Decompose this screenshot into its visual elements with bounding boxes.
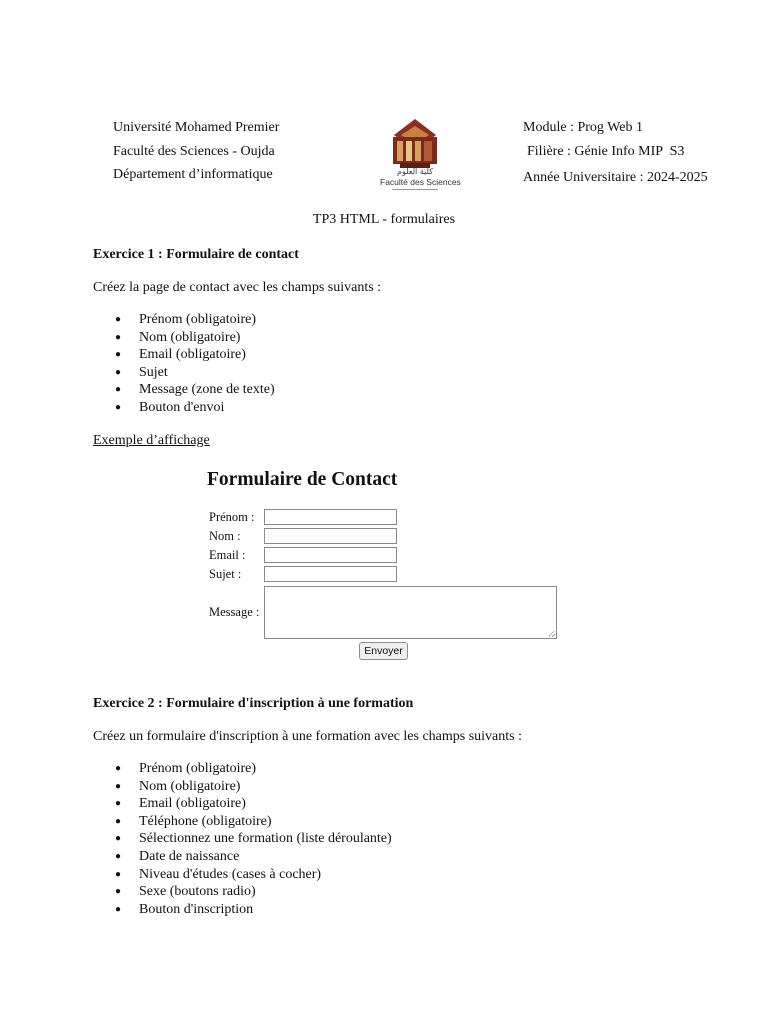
list-item: ● Date de naissance [93, 848, 392, 866]
exercise-1-list [93, 311, 275, 417]
list-item: ● Prénom (obligatoire) [93, 311, 275, 329]
form-label-message: Message : [209, 605, 260, 619]
list-item: ● Prénom (obligatoire) [93, 760, 392, 778]
form-input-nom [264, 528, 397, 544]
logo-caption-underline [392, 189, 438, 190]
list-item: ● Sexe (boutons radio) [93, 883, 392, 901]
exercise-1-heading: Exercice 1 : Formulaire de contact [93, 247, 299, 262]
faculty-logo [380, 117, 461, 195]
form-textarea-message [264, 586, 557, 639]
header-module: Module : Prog Web 1 [523, 120, 643, 135]
header-filiere: Filière : Génie Info MIP S3 [527, 144, 685, 159]
header-department: Département d’informatique [113, 167, 273, 182]
exercise-2-heading: Exercice 2 : Formulaire d'inscription à une formation [93, 696, 414, 711]
example-contact-form-figure [200, 465, 570, 670]
resize-grip-icon [549, 631, 555, 637]
header-year: Année Universitaire : 2024-2025 [523, 170, 708, 185]
list-item: ● Sélectionnez une formation (liste déroulante) [93, 830, 392, 848]
list-item: ● Niveau d'études (cases à cocher) [93, 866, 392, 884]
form-submit-button: Envoyer [359, 642, 408, 660]
form-label-sujet: Sujet : [209, 567, 242, 581]
list-item: ● Email (obligatoire) [93, 795, 392, 813]
list-item: ● Nom (obligatoire) [93, 778, 392, 796]
logo-caption: Faculté des Sciences [380, 177, 461, 187]
form-input-email [264, 547, 397, 563]
list-item: ● Nom (obligatoire) [93, 329, 275, 347]
logo-arabic-text: كلية العلوم [397, 167, 433, 176]
header-faculty: Faculté des Sciences - Oujda [113, 144, 275, 159]
exercise-2-list [93, 760, 392, 918]
form-label-email: Email : [209, 548, 246, 562]
example-label: Exemple d’affichage [93, 433, 210, 448]
form-input-sujet [264, 566, 397, 582]
exercise-1-intro: Créez la page de contact avec les champs suivants : [93, 280, 382, 295]
form-label-prenom: Prénom : [209, 510, 255, 524]
header-university: Université Mohamed Premier [113, 120, 280, 135]
list-item: ● Sujet [93, 364, 275, 382]
list-item: ● Bouton d'envoi [93, 399, 275, 417]
list-item: ● Bouton d'inscription [93, 901, 392, 919]
list-item: ● Email (obligatoire) [93, 346, 275, 364]
form-title: Formulaire de Contact [207, 469, 398, 490]
page-title: TP3 HTML - formulaires [312, 212, 456, 227]
list-item: ● Téléphone (obligatoire) [93, 813, 392, 831]
form-label-nom: Nom : [209, 529, 241, 543]
form-input-prenom [264, 509, 397, 525]
list-item: ● Message (zone de texte) [93, 381, 275, 399]
exercise-2-intro: Créez un formulaire d'inscription à une formation avec les champs suivants : [93, 729, 523, 744]
